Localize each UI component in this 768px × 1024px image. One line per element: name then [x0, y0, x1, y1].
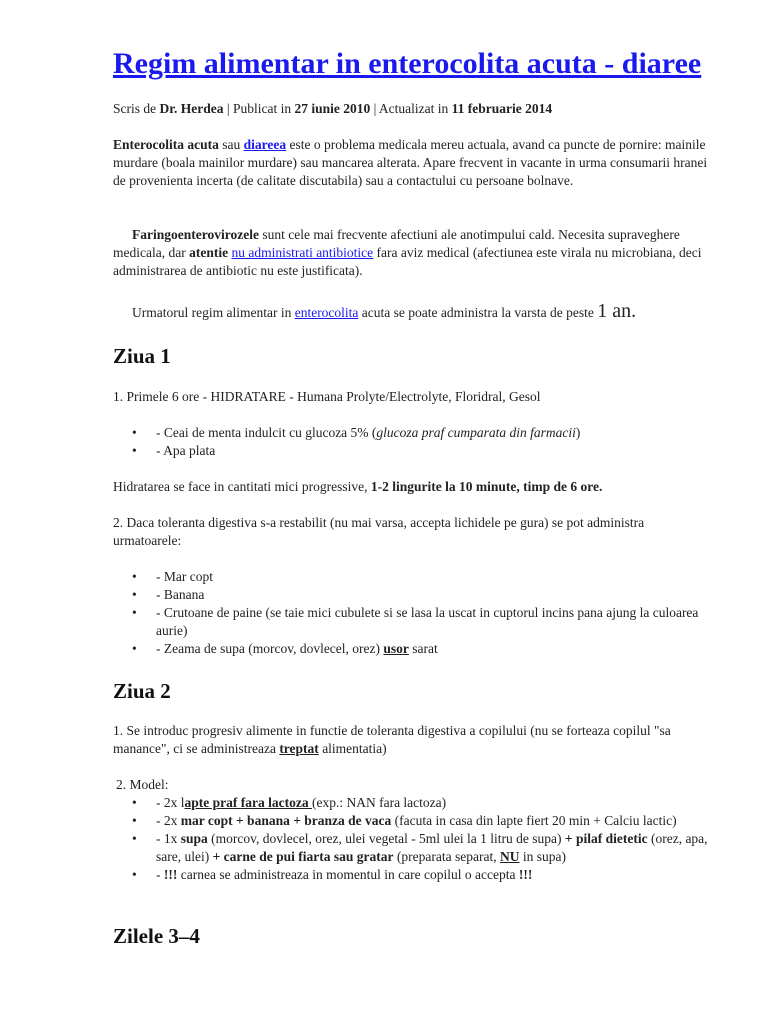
intro-rest: este o problema medicala mereu actuala, avand ca puncte de pornire: mainile murdare (boala mainilor murdare) sau mancarea alterata. Apare frecvent in vacante in urma consumarii hranei de provenienta incerta (de calitate discutabila) sau a contactului cu persoane bolnave.	[113, 137, 708, 188]
list-item	[113, 794, 713, 812]
list-item-bold: mar copt + banana + branza de vaca	[180, 813, 392, 828]
list-item-text: (orez, apa, sare, ulei)	[156, 831, 708, 864]
ziua2-step1	[113, 722, 713, 758]
list-item-bold: !!!	[163, 867, 178, 882]
urmatorul-text1: Urmatorul regim alimentar in	[132, 305, 295, 320]
list-item-text: )	[575, 425, 581, 440]
intro-sau: sau	[218, 137, 244, 152]
article-meta	[113, 100, 713, 118]
meta-written-by: Scris de	[113, 101, 160, 116]
diareea-link[interactable]: diareea	[243, 137, 287, 152]
list-item: • - Mar copt	[113, 568, 713, 586]
antibiotice-link[interactable]: nu administrati antibiotice	[231, 245, 374, 260]
faringo-atentie: atentie	[189, 245, 229, 260]
list-item: • - Crutoane de paine (se taie mici cubulete si se lasa la uscat in cuptorul incins pana ajung la culoarea aurie)	[113, 604, 713, 640]
list-item-text: in supa)	[519, 849, 566, 864]
ziua1-list1	[113, 424, 713, 460]
ziua2-model: 2. Model:	[116, 777, 169, 792]
list-item-bold: + pilaf dietetic	[564, 831, 648, 846]
list-item	[113, 424, 713, 442]
ziua2-step1-text: alimentatia)	[318, 741, 387, 756]
faringo-text2: fara aviz medical (afectiunea este virala nu microbiana, deci administrarea de antibiotic nu este justificata).	[113, 245, 702, 278]
ziua2-step1-text: 1. Se introduc progresiv alimente in functie de toleranta digestiva a copilului (nu se forteaza copilul "sa manance", ci se administreaza	[113, 723, 671, 756]
urmatorul-text2: acuta se poate administra la varsta de peste	[358, 305, 598, 320]
article-title[interactable]: Regim alimentar in enterocolita acuta - diaree	[113, 47, 702, 80]
ziua2-list	[113, 794, 713, 884]
list-item: • - Apa plata	[113, 442, 713, 460]
hidratare-text: Hidratarea se face in cantitati mici progressive,	[113, 479, 371, 494]
ziua1-step1: 1. Primele 6 ore - HIDRATARE - Humana Prolyte/Electrolyte, Floridral, Gesol	[113, 389, 541, 404]
list-item	[113, 640, 713, 658]
list-item-text: - 2x	[156, 813, 181, 828]
list-item-text: - 2x l	[156, 795, 185, 810]
list-item-text: - Ceai de menta indulcit cu glucoza 5% (	[156, 425, 377, 440]
intro-bold: Enterocolita acuta	[113, 137, 219, 152]
list-item	[113, 812, 713, 830]
list-item-text: - 1x	[156, 831, 181, 846]
list-item-italic: glucoza praf cumparata din farmacii	[376, 425, 576, 440]
list-item-bold: !!!	[518, 867, 533, 882]
ziua2-step1-underline: treptat	[279, 741, 319, 756]
list-item-underline: usor	[383, 641, 409, 656]
meta-author: Dr. Herdea	[159, 101, 224, 116]
ziua1-list2	[113, 568, 713, 658]
zilele-heading: Zilele 3–4	[113, 924, 200, 948]
meta-updated-label: | Actualizat in	[370, 101, 452, 116]
ziua1-step2: 2. Daca toleranta digestiva s-a restabilit (nu mai varsa, accepta lichidele pe gura) se pot administra urmatoarele:	[113, 515, 645, 548]
list-item-text: sarat	[408, 641, 438, 656]
list-item-text: - Zeama de supa (morcov, dovlecel, orez)	[156, 641, 384, 656]
hidratare-paragraph	[113, 478, 713, 496]
faringo-bold: Faringoenterovirozele	[132, 227, 259, 242]
ziua1-heading: Ziua 1	[113, 344, 171, 368]
meta-published-label: | Publicat in	[223, 101, 295, 116]
list-item-text: carnea se administreaza in momentul in care copilul o accepta	[177, 867, 519, 882]
list-item-text: -	[156, 867, 164, 882]
faringo-text1: sunt cele mai frecvente afectiuni ale anotimpului cald. Necesita supraveghere medicala, dar	[113, 227, 680, 260]
meta-published-date: 27 iunie 2010	[294, 101, 371, 116]
list-item	[113, 830, 713, 866]
list-item	[113, 866, 713, 884]
list-item-text: (facuta in casa din lapte fiert 20 min + Calciu lactic)	[391, 813, 677, 828]
list-item-bold: supa	[180, 831, 208, 846]
list-item-text: (exp.: NAN fara lactoza)	[311, 795, 447, 810]
intro-paragraph	[113, 136, 713, 190]
list-item: • - Banana	[113, 586, 713, 604]
hidratare-bold: 1-2 lingurite la 10 minute, timp de 6 ore.	[370, 479, 603, 494]
list-item-bold: + carne de pui fiarta sau gratar	[212, 849, 394, 864]
faringo-paragraph	[113, 226, 713, 280]
list-item-text: (morcov, dovlecel, orez, ulei vegetal - 5ml ulei la 1 litru de supa)	[207, 831, 565, 846]
list-item-underline: apte praf fara lactoza	[184, 795, 312, 810]
list-item-underline: NU	[499, 849, 520, 864]
urmatorul-paragraph	[113, 302, 713, 322]
urmatorul-age: 1 an.	[597, 300, 637, 322]
ziua2-heading: Ziua 2	[113, 679, 171, 703]
enterocolita-link[interactable]: enterocolita	[294, 305, 359, 320]
meta-updated-date: 11 februarie 2014	[451, 101, 553, 116]
list-item-text: (preparata separat,	[393, 849, 500, 864]
